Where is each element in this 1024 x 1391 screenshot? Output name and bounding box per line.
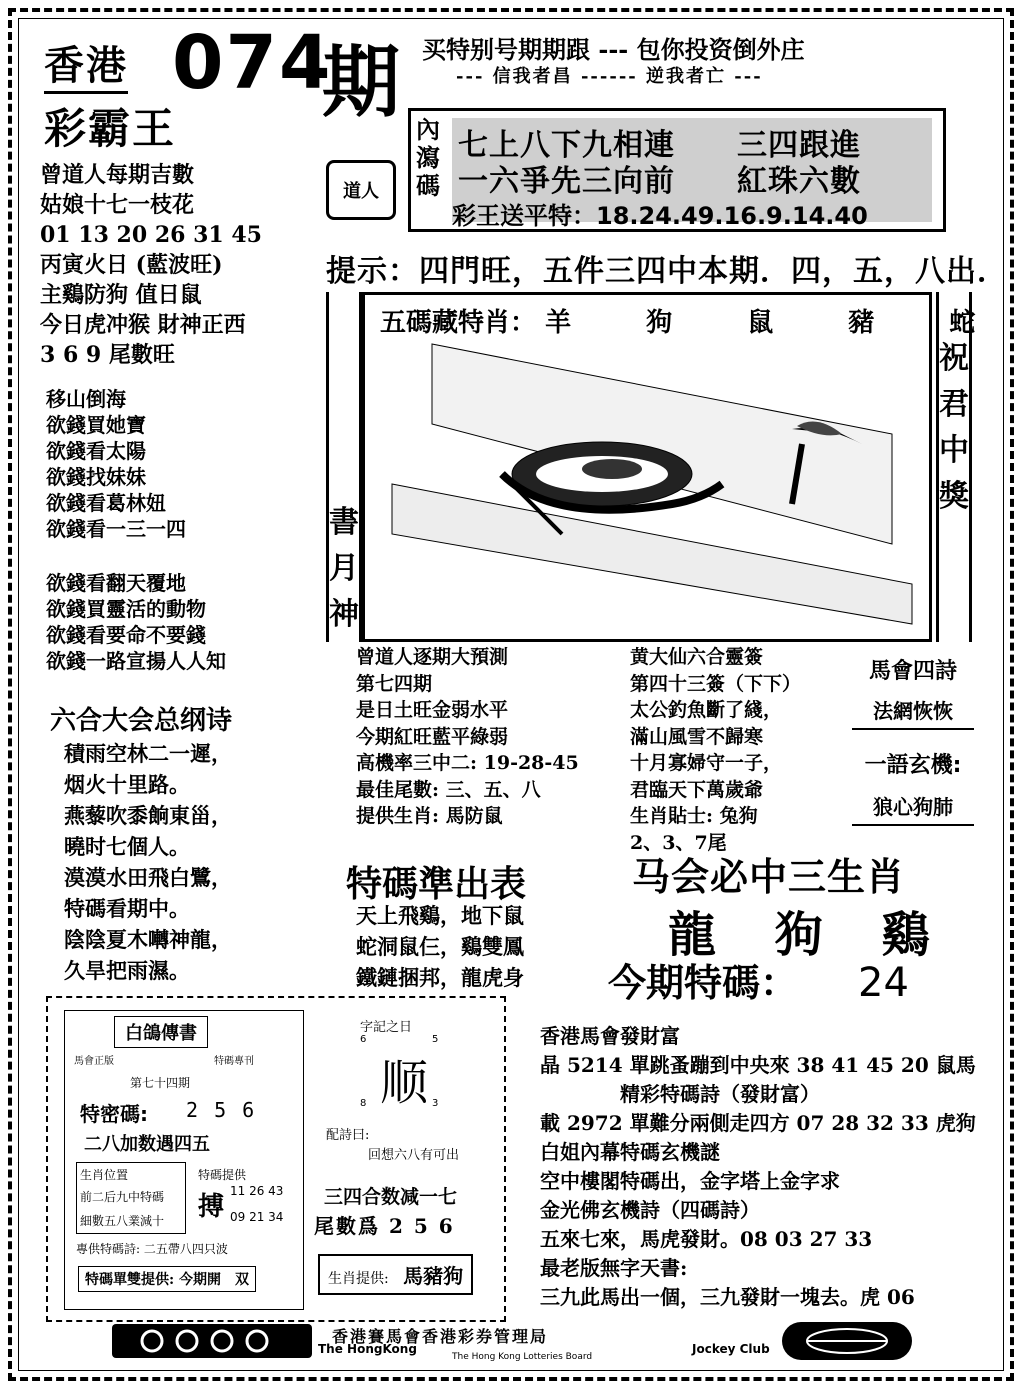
riddle: 欲錢看翻天覆地 (46, 571, 186, 595)
tail-text: 尾數爲 2 5 6 (314, 1214, 455, 1238)
prediction-line: 曾道人逐期大預測 (356, 646, 509, 668)
one-word-title: 一語玄機: (864, 753, 962, 778)
tema-body (356, 900, 524, 993)
vertical-left-text: 書月神 (329, 505, 359, 632)
lottery-line: 第四十三簽（下下） (630, 672, 802, 695)
footer-en-right: Jockey Club (692, 1342, 770, 1356)
clipping-special-hint: 專供特碼詩: 二五帶八四只波 (76, 1242, 228, 1256)
clipping-box-line: 細數五八業減十 (80, 1214, 165, 1228)
header-hongkong: 香港 (44, 34, 128, 94)
hk-line: 精彩特碼詩（發財富） (540, 1082, 820, 1106)
footer-en-left: The HongKong (318, 1342, 417, 1356)
hk-line: 五來七來，馬虎發財。08 03 27 33 (540, 1227, 873, 1251)
prediction-block (356, 644, 579, 830)
prediction-line: 最佳尾數: 三、五、八 (356, 778, 541, 801)
hk-line: 香港馬會發財富 (540, 1024, 680, 1048)
dial-number: 8 (360, 1098, 367, 1109)
animal: 豬 (848, 308, 875, 338)
tema-line: 蛇洞鼠仨，鷄雙鳳 (356, 934, 524, 959)
animal: 蛇 (949, 308, 976, 338)
one-word-value: 狼心狗肺 (852, 791, 974, 826)
clipping-issue: 第七十四期 (130, 1076, 191, 1090)
dial-number: 6 (360, 1034, 367, 1045)
poem-label: 配詩曰: (326, 1128, 370, 1143)
slogan: 买特别号期期跟 --- 包你投资倒外庄 (422, 35, 805, 64)
must-win-animal: 狗 (774, 907, 823, 963)
lottery-block (630, 644, 801, 856)
clipping-special-label: 特密碼: (80, 1102, 148, 1126)
riddles-a (46, 386, 186, 542)
lottery-line: 黄大仙六合靈簽 (630, 646, 764, 668)
must-win-animal: 龍 (668, 907, 717, 963)
must-win-title: 马会必中三生肖 (632, 855, 906, 899)
poem-title: 六合大会总纲诗 (50, 706, 233, 736)
tema-line: 鐵鏈捆邦，龍虎身 (356, 965, 524, 990)
lotteries-emblem-icon (782, 1322, 912, 1360)
lottery-line: 2、3、7尾 (630, 831, 727, 854)
lottery-line: 十月寡婦守一子， (630, 752, 783, 774)
badge-text: 道人 (343, 181, 379, 202)
dial-number: 3 (432, 1098, 439, 1109)
poem-line: 漠漠水田飛白鷺， (64, 865, 232, 890)
prediction-line: 高機率三中二: 19-28-45 (356, 752, 579, 774)
prediction-line: 提供生肖: 馬防鼠 (356, 805, 503, 827)
logo-pattern-icon (112, 1324, 312, 1358)
hk-line: 三九此馬出一個，三九發財一塊去。虎 06 (540, 1285, 915, 1309)
hk-line: 最老版無字天書: (540, 1256, 688, 1280)
clipping-pick-char: 搏 (198, 1192, 225, 1222)
must-win-animal: 鷄 (881, 907, 930, 963)
daily-info (40, 160, 262, 370)
hk-section (540, 1022, 976, 1312)
clipping-single-double: 特碼單雙提供: 今期開 双 (78, 1266, 256, 1292)
horse-poem-value: 法網恢恢 (852, 695, 974, 730)
riddle: 移山倒海 (46, 387, 126, 411)
hk-line: 載 2972 單難分兩側走四方 07 28 32 33 虎狗 (540, 1111, 976, 1135)
lotteries-logo-right (782, 1322, 912, 1360)
poem-line: 久旱把雨濕。 (64, 958, 190, 983)
prediction-line: 今期紅旺藍平綠弱 (356, 725, 509, 748)
subslogan: --- 信我者昌 ------ 逆我者亡 --- (456, 66, 763, 87)
clipping-special-value: 2 5 6 (186, 1098, 257, 1122)
poem-line: 積雨空林二一遲， (64, 741, 232, 766)
clipping-box-line: 前二后九中特碼 (80, 1190, 165, 1204)
vertical-right-text: 祝君中獎 (939, 341, 969, 514)
issue-suffix: 期 (322, 37, 401, 128)
prediction-line: 是日土旺金弱水平 (356, 699, 509, 721)
poem-body (64, 738, 232, 986)
daily-line: 曾道人每期吉數 (40, 162, 195, 188)
footer (112, 1322, 912, 1362)
riddle: 欲錢買她寶 (46, 413, 146, 437)
clipping-pick-label: 特碼提供 (198, 1168, 247, 1182)
neima-label: 內瀉碼 (416, 116, 440, 200)
animal: 鼠 (747, 308, 774, 338)
poem-line: 陰陰夏木囀神龍， (64, 927, 232, 952)
this-issue-value: 24 (858, 960, 909, 1006)
zodiac-box (318, 1254, 473, 1295)
poem-line: 曉时七個人。 (64, 834, 190, 859)
daily-numbers: 01 13 20 26 31 45 (40, 222, 262, 248)
daily-line: 3 6 9 尾數旺 (40, 342, 175, 368)
riddle: 欲錢看葛林妞 (46, 491, 166, 515)
animal: 狗 (646, 308, 673, 338)
combo-text: 三四合数减一七 (324, 1186, 458, 1208)
hk-line: 空中樓閣特碼出，金字塔上金字求 (540, 1169, 840, 1193)
brand-title: 彩霸王 (44, 104, 177, 153)
daoren-badge (326, 160, 396, 220)
poem-line: 烟火十里路。 (64, 772, 190, 797)
lottery-line: 君臨天下萬歲爺 (630, 778, 764, 801)
lottery-line: 太公釣魚斷了綫， (630, 699, 783, 721)
footer-org: 香港賽馬會香港彩券管理局 (332, 1327, 549, 1346)
animal: 羊 (545, 308, 572, 338)
snake-bird-illustration (372, 334, 924, 634)
clipping-title: 白鴿傳書 (114, 1016, 208, 1048)
daily-line: 主鷄防狗 值日鼠 (40, 282, 202, 308)
neima-line-2: 一六爭先三向前 紅珠六數 (458, 164, 861, 199)
sign-title: 字記之日 (360, 1020, 413, 1035)
poem-line: 特碼看期中。 (64, 896, 190, 921)
zodiac-value: 馬豬狗 (403, 1264, 464, 1288)
riddles-b (46, 570, 226, 674)
hk-line: 白姐內幕特碼玄機謎 (540, 1140, 720, 1164)
lottery-line: 生肖貼士: 兔狗 (630, 805, 758, 827)
neima-line-1: 七上八下九相連 三四跟進 (458, 128, 861, 163)
this-issue-label: 今期特碼： (608, 961, 799, 1005)
clipping-pick-nums: 11 26 43 (230, 1184, 284, 1198)
poem-line: 燕藜吹黍餉東甾， (64, 803, 232, 828)
clipping-right-small: 特碼專刊 (214, 1056, 254, 1067)
clipping-hint: 二八加数遇四五 (84, 1134, 210, 1155)
hk-line: 金光佛玄機詩（四碼詩） (540, 1198, 760, 1222)
special-numbers: 彩王送平特：18.24.49.16.9.14.40 (452, 202, 868, 230)
jockey-logo-left (112, 1324, 312, 1358)
prediction-line: 第七四期 (356, 672, 433, 695)
poem-text: 回想六八有可出 (368, 1148, 460, 1163)
daily-line: 丙寅火日 (藍波旺) (40, 252, 223, 278)
tema-line: 天上飛鷄，地下鼠 (356, 903, 524, 928)
tema-title: 特碼準出表 (346, 864, 527, 905)
one-word-box (852, 748, 974, 826)
horse-poem-box (852, 654, 974, 730)
five-code-label: 五碼藏特肖： (380, 308, 537, 338)
riddle: 欲錢一路宣揚人人知 (46, 649, 226, 673)
issue-number: 074 (172, 20, 333, 106)
riddle: 欲錢看一三一四 (46, 517, 186, 541)
sign-char: 顺 (380, 1055, 429, 1111)
zodiac-label: 生肖提供: (328, 1271, 389, 1287)
lottery-line: 滿山風雪不歸寒 (630, 725, 764, 748)
riddle: 欲錢找妹妹 (46, 465, 146, 489)
daily-line: 姑娘十七一枝花 (40, 192, 195, 218)
daily-line: 今日虎冲猴 財神正西 (40, 312, 246, 338)
dial-number: 5 (432, 1034, 439, 1045)
footer-en-sub: The Hong Kong Lotteries Board (452, 1352, 593, 1362)
hk-line: 晶 5214 單跳蚤蹦到中央來 38 41 45 20 鼠馬 (540, 1053, 976, 1077)
riddle: 欲錢看要命不要錢 (46, 623, 206, 647)
riddle: 欲錢買靈活的動物 (46, 597, 206, 621)
horse-poem-title: 馬會四詩 (868, 659, 957, 684)
tip-line: 提示：四門旺，五件三四中本期．四，五，八出． (326, 254, 1008, 289)
clipping-box-title: 生肖位置 (80, 1168, 129, 1182)
riddle: 欲錢看太陽 (46, 439, 146, 463)
clipping-left-small: 馬會正版 (74, 1056, 114, 1067)
clipping-pick-nums: 09 21 34 (230, 1210, 284, 1224)
